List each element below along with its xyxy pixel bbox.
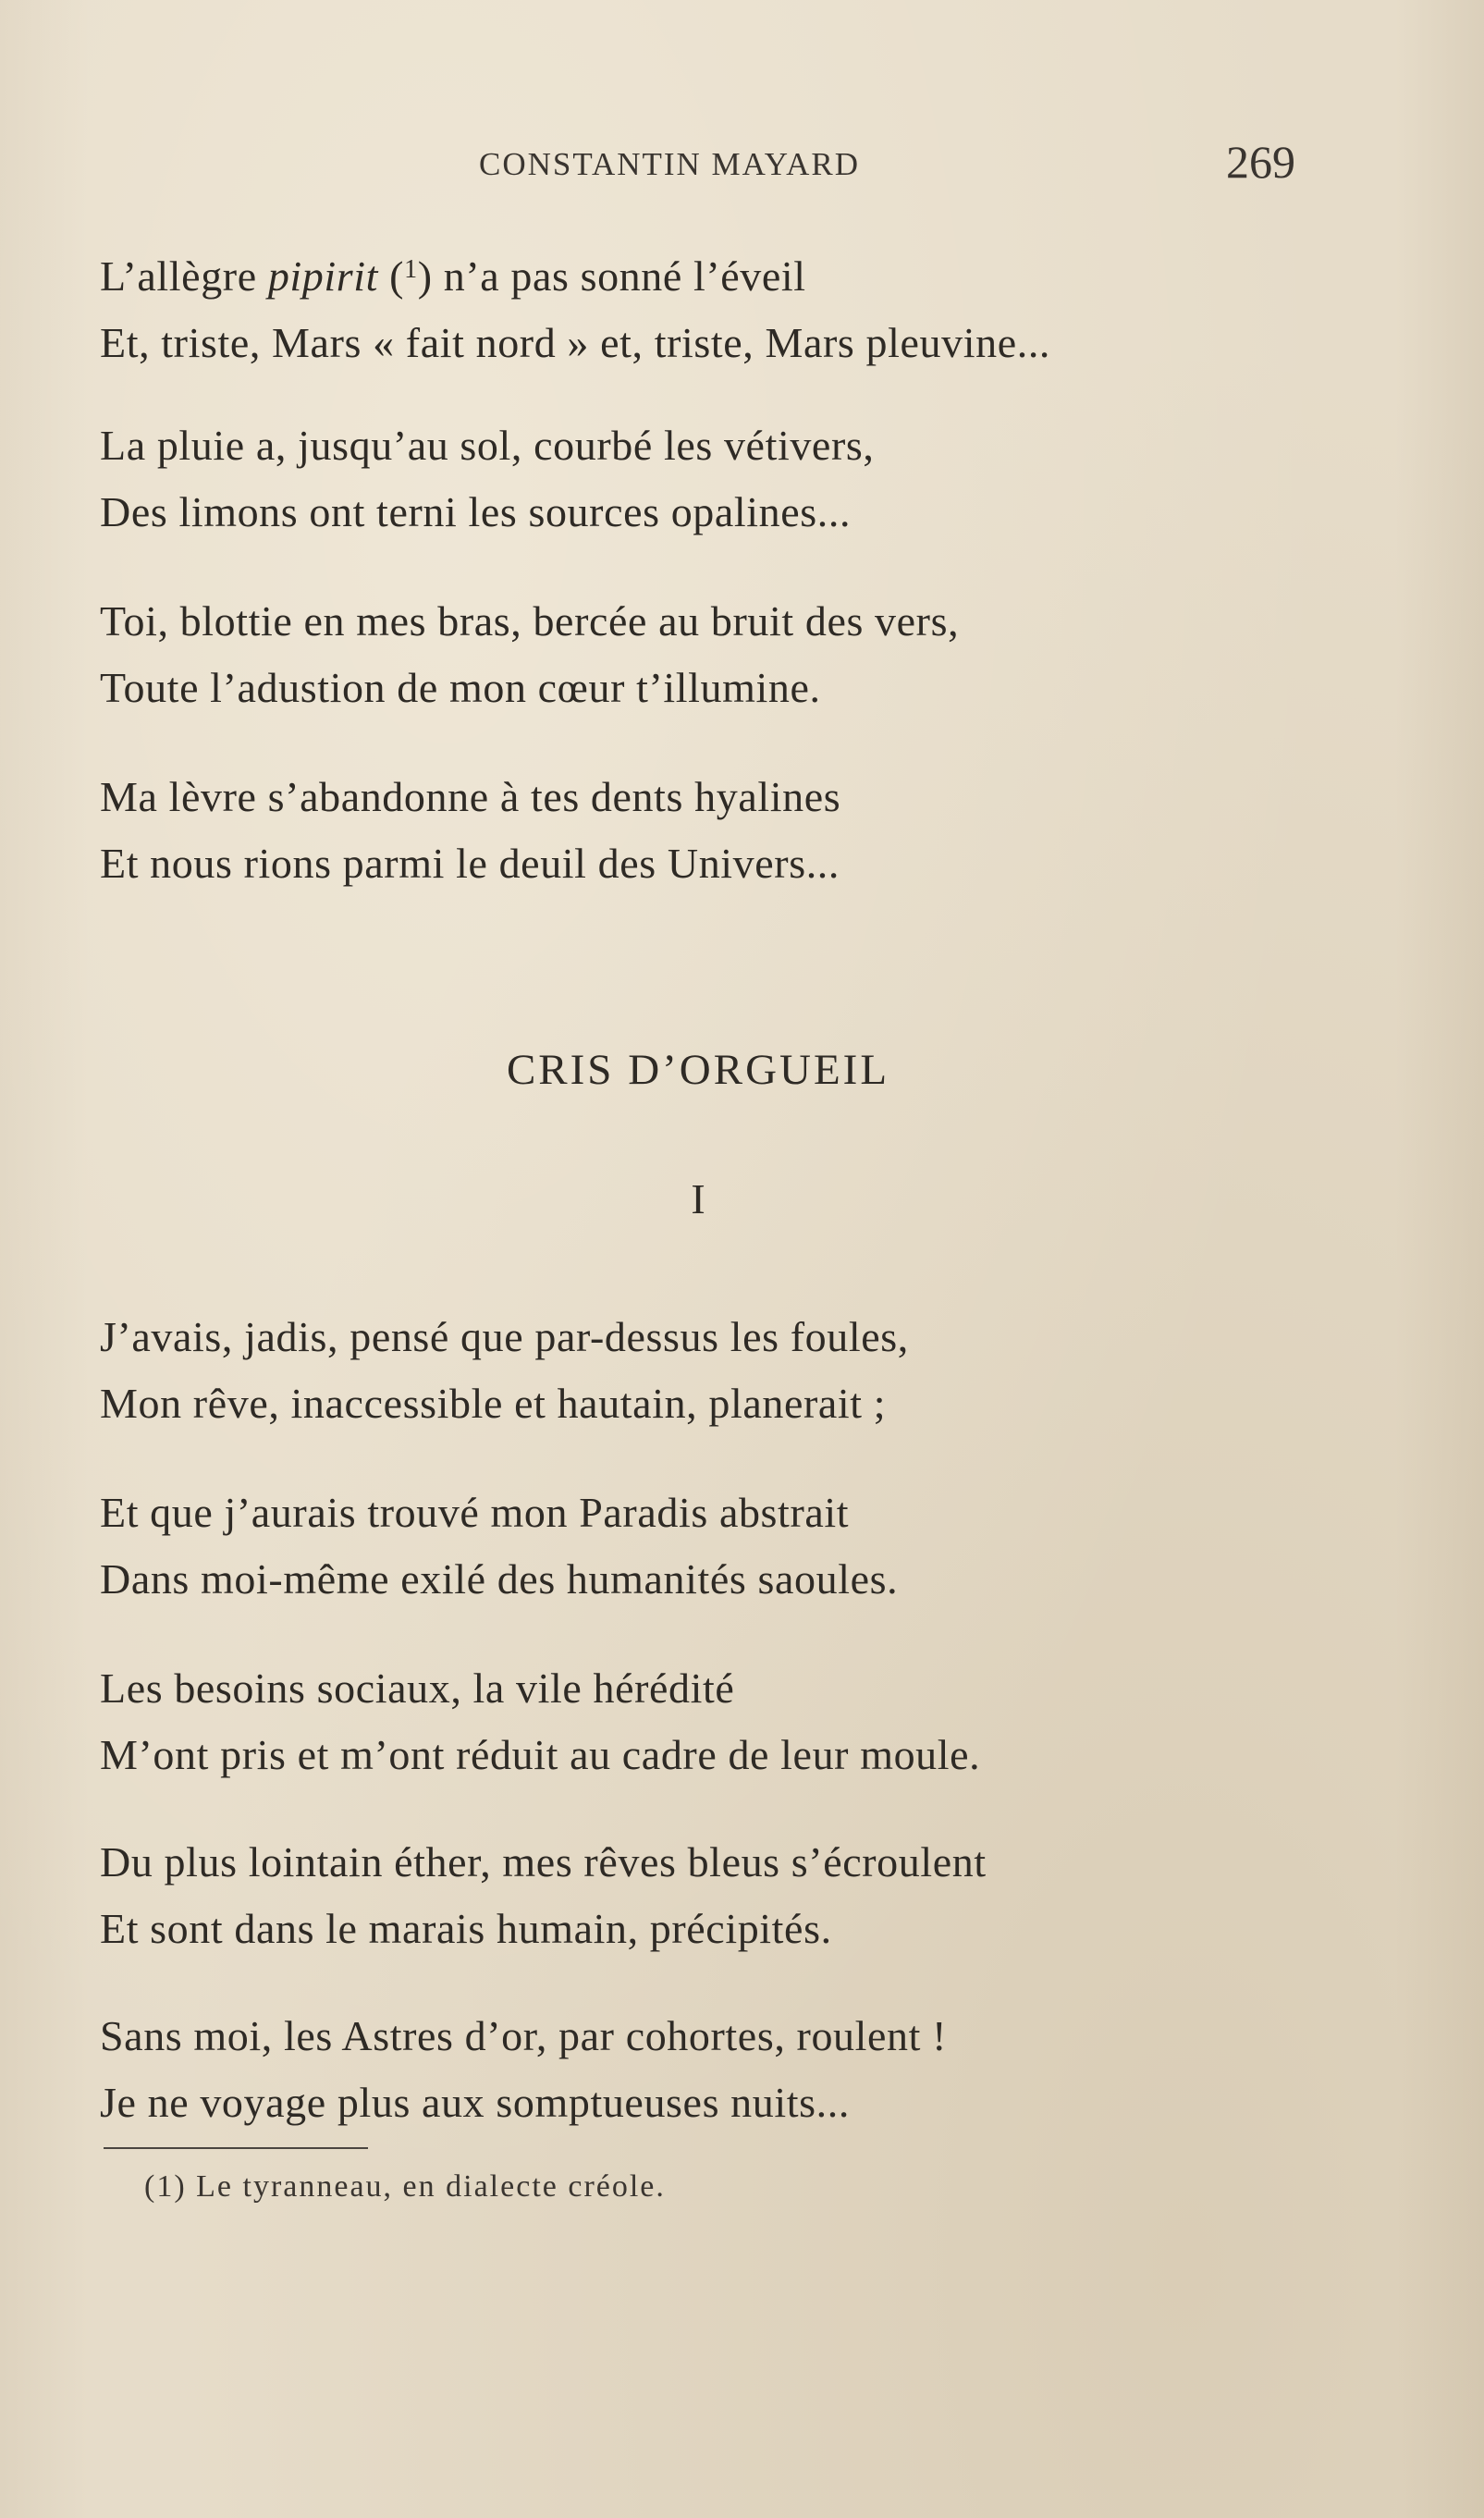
verse-line: Dans moi-même exilé des humanités saoules. xyxy=(100,1555,899,1603)
footnote-ref: 1 xyxy=(404,255,418,284)
footnote-text: Le tyranneau, en dialecte créole. xyxy=(196,2169,666,2204)
verse-line: Et que j’aurais trouvé mon Paradis abstrait xyxy=(100,1489,850,1536)
stanza xyxy=(100,1829,1413,1962)
verse-line: Je ne voyage plus aux somptueuses nuits... xyxy=(100,2079,850,2126)
verse-line: Ma lèvre s’abandonne à tes dents hyalines xyxy=(100,773,841,820)
verse-line: Mon rêve, inaccessible et hautain, planerait ; xyxy=(100,1380,887,1427)
verse-line: Toute l’adustion de mon cœur t’illumine. xyxy=(100,664,821,711)
stanza xyxy=(100,2003,1413,2136)
verse-line: L’allègre pipirit ($^1$) n’a pas sonné l’éveil xyxy=(100,252,806,300)
stanza xyxy=(100,1655,1413,1788)
verse-line: Les besoins sociaux, la vile hérédité xyxy=(100,1664,735,1712)
stanza xyxy=(100,237,1413,376)
section-number: I xyxy=(691,1175,705,1222)
stanza xyxy=(100,412,1413,546)
verse-line: La pluie a, jusqu’au sol, courbé les vétivers, xyxy=(100,422,875,469)
poem-title: CRIS D’ORGUEIL xyxy=(506,1046,890,1094)
running-head: CONSTANTIN MAYARD xyxy=(479,146,861,182)
verse-line: M’ont pris et m’ont réduit au cadre de leur moule. xyxy=(100,1731,981,1778)
page-number: 269 xyxy=(1226,136,1295,188)
verse-line: Et, triste, Mars « fait nord » et, triste, Mars pleuvine... xyxy=(100,319,1051,366)
verse-line: Du plus lointain éther, mes rêves bleus s’écroulent xyxy=(100,1838,987,1885)
verse-line: Toi, blottie en mes bras, bercée au bruit des vers, xyxy=(100,597,960,645)
footnote xyxy=(144,2169,666,2205)
verse-line: Sans moi, les Astres d’or, par cohortes, roulent ! xyxy=(100,2012,948,2059)
verse-line: J’avais, jadis, pensé que par-dessus les foules, xyxy=(100,1313,909,1360)
stanza xyxy=(100,588,1413,721)
verse-line: Et sont dans le marais humain, précipités. xyxy=(100,1905,832,1952)
footnote-rule xyxy=(104,2147,368,2149)
stanza xyxy=(100,764,1413,897)
verse-line: Des limons ont terni les sources opalines... xyxy=(100,488,852,535)
verse-line: Et nous rions parmi le deuil des Univers... xyxy=(100,840,840,887)
stanza xyxy=(100,1304,1413,1437)
italic-word: pipirit xyxy=(267,252,379,300)
stanza xyxy=(100,1480,1413,1613)
footnote-marker: (1) xyxy=(144,2169,187,2204)
